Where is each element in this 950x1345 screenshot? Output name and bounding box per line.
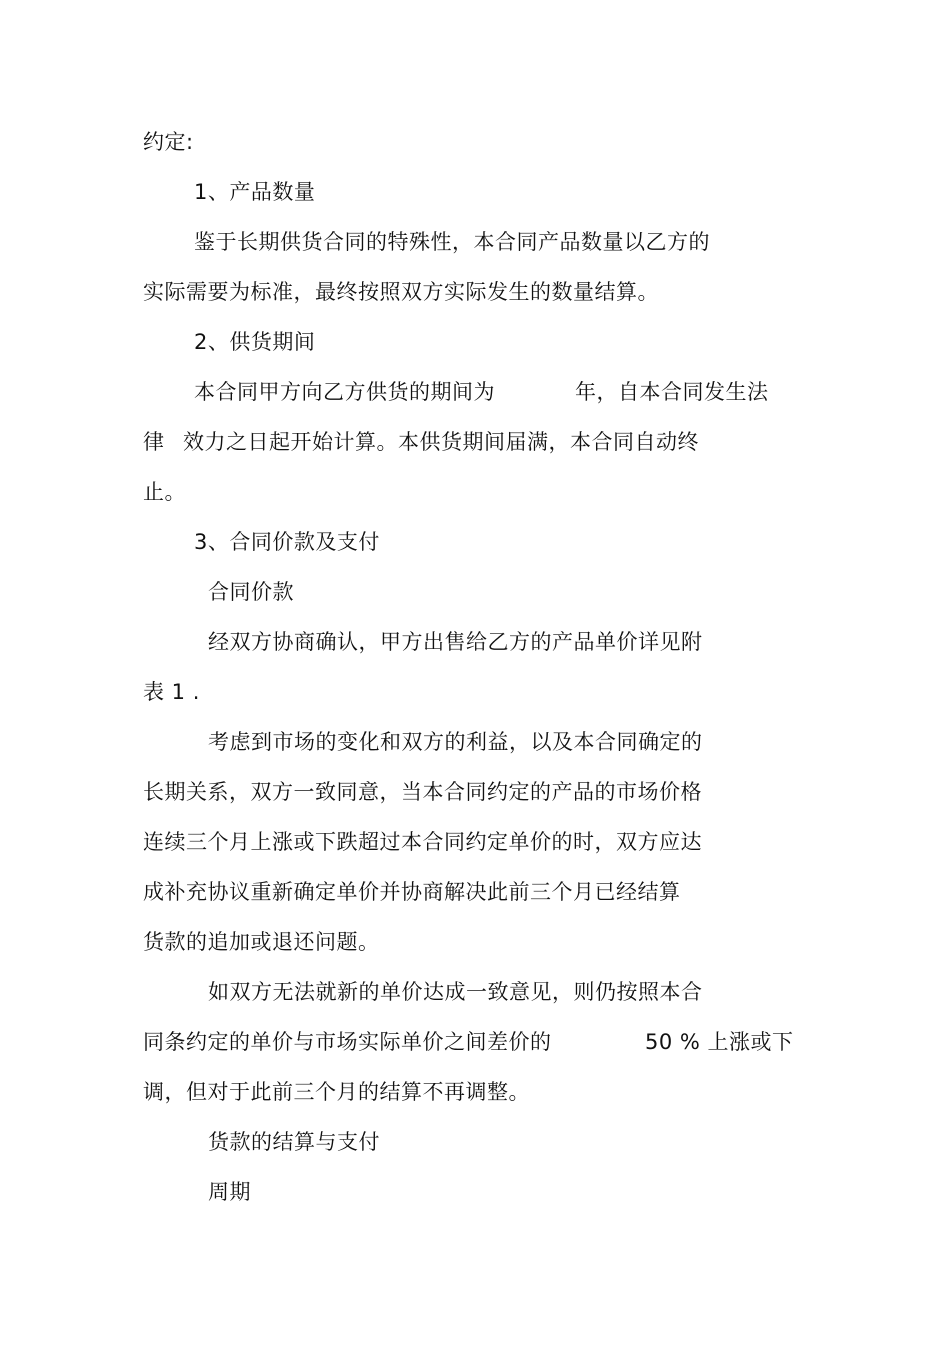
- text-line: 同条约定的单价与市场实际单价之间差价的: [143, 1030, 552, 1054]
- text-line: 50 % 上涨或下: [645, 1030, 794, 1054]
- text-line: 长期关系，双方一致同意，当本合同约定的产品的市场价格: [143, 780, 702, 804]
- text-line: 调，但对于此前三个月的结算不再调整。: [143, 1080, 530, 1104]
- text-line: 如双方无法就新的单价达成一致意见，则仍按照本合: [208, 980, 703, 1004]
- text-line: 连续三个月上涨或下跌超过本合同约定单价的时，双方应达: [143, 830, 702, 854]
- text-line: 考虑到市场的变化和双方的利益，以及本合同确定的: [208, 730, 703, 754]
- text-line: 实际需要为标准，最终按照双方实际发生的数量结算。: [143, 280, 659, 304]
- text-line: 律: [143, 430, 165, 454]
- subsection-heading: 货款的结算与支付: [208, 1130, 380, 1154]
- section-heading: 3、合同价款及支付: [194, 530, 380, 554]
- text-line: 表 1 .: [143, 680, 200, 704]
- section-heading: 2、供货期间: [194, 330, 316, 354]
- subsection-heading: 合同价款: [208, 580, 294, 604]
- text-line: 本合同甲方向乙方供货的期间为: [194, 380, 495, 404]
- text-line: 年，自本合同发生法: [575, 380, 769, 404]
- text-line: 约定:: [143, 130, 194, 154]
- text-line: 止。: [143, 480, 186, 504]
- text-line: 效力之日起开始计算。本供货期间届满，本合同自动终: [183, 430, 699, 454]
- subsection-heading: 周期: [208, 1180, 251, 1204]
- section-heading: 1、产品数量: [194, 180, 316, 204]
- text-line: 成补充协议重新确定单价并协商解决此前三个月已经结算: [143, 880, 681, 904]
- text-line: 鉴于长期供货合同的特殊性，本合同产品数量以乙方的: [194, 230, 710, 254]
- text-line: 经双方协商确认，甲方出售给乙方的产品单价详见附: [208, 630, 703, 654]
- text-line: 货款的追加或退还问题。: [143, 930, 380, 954]
